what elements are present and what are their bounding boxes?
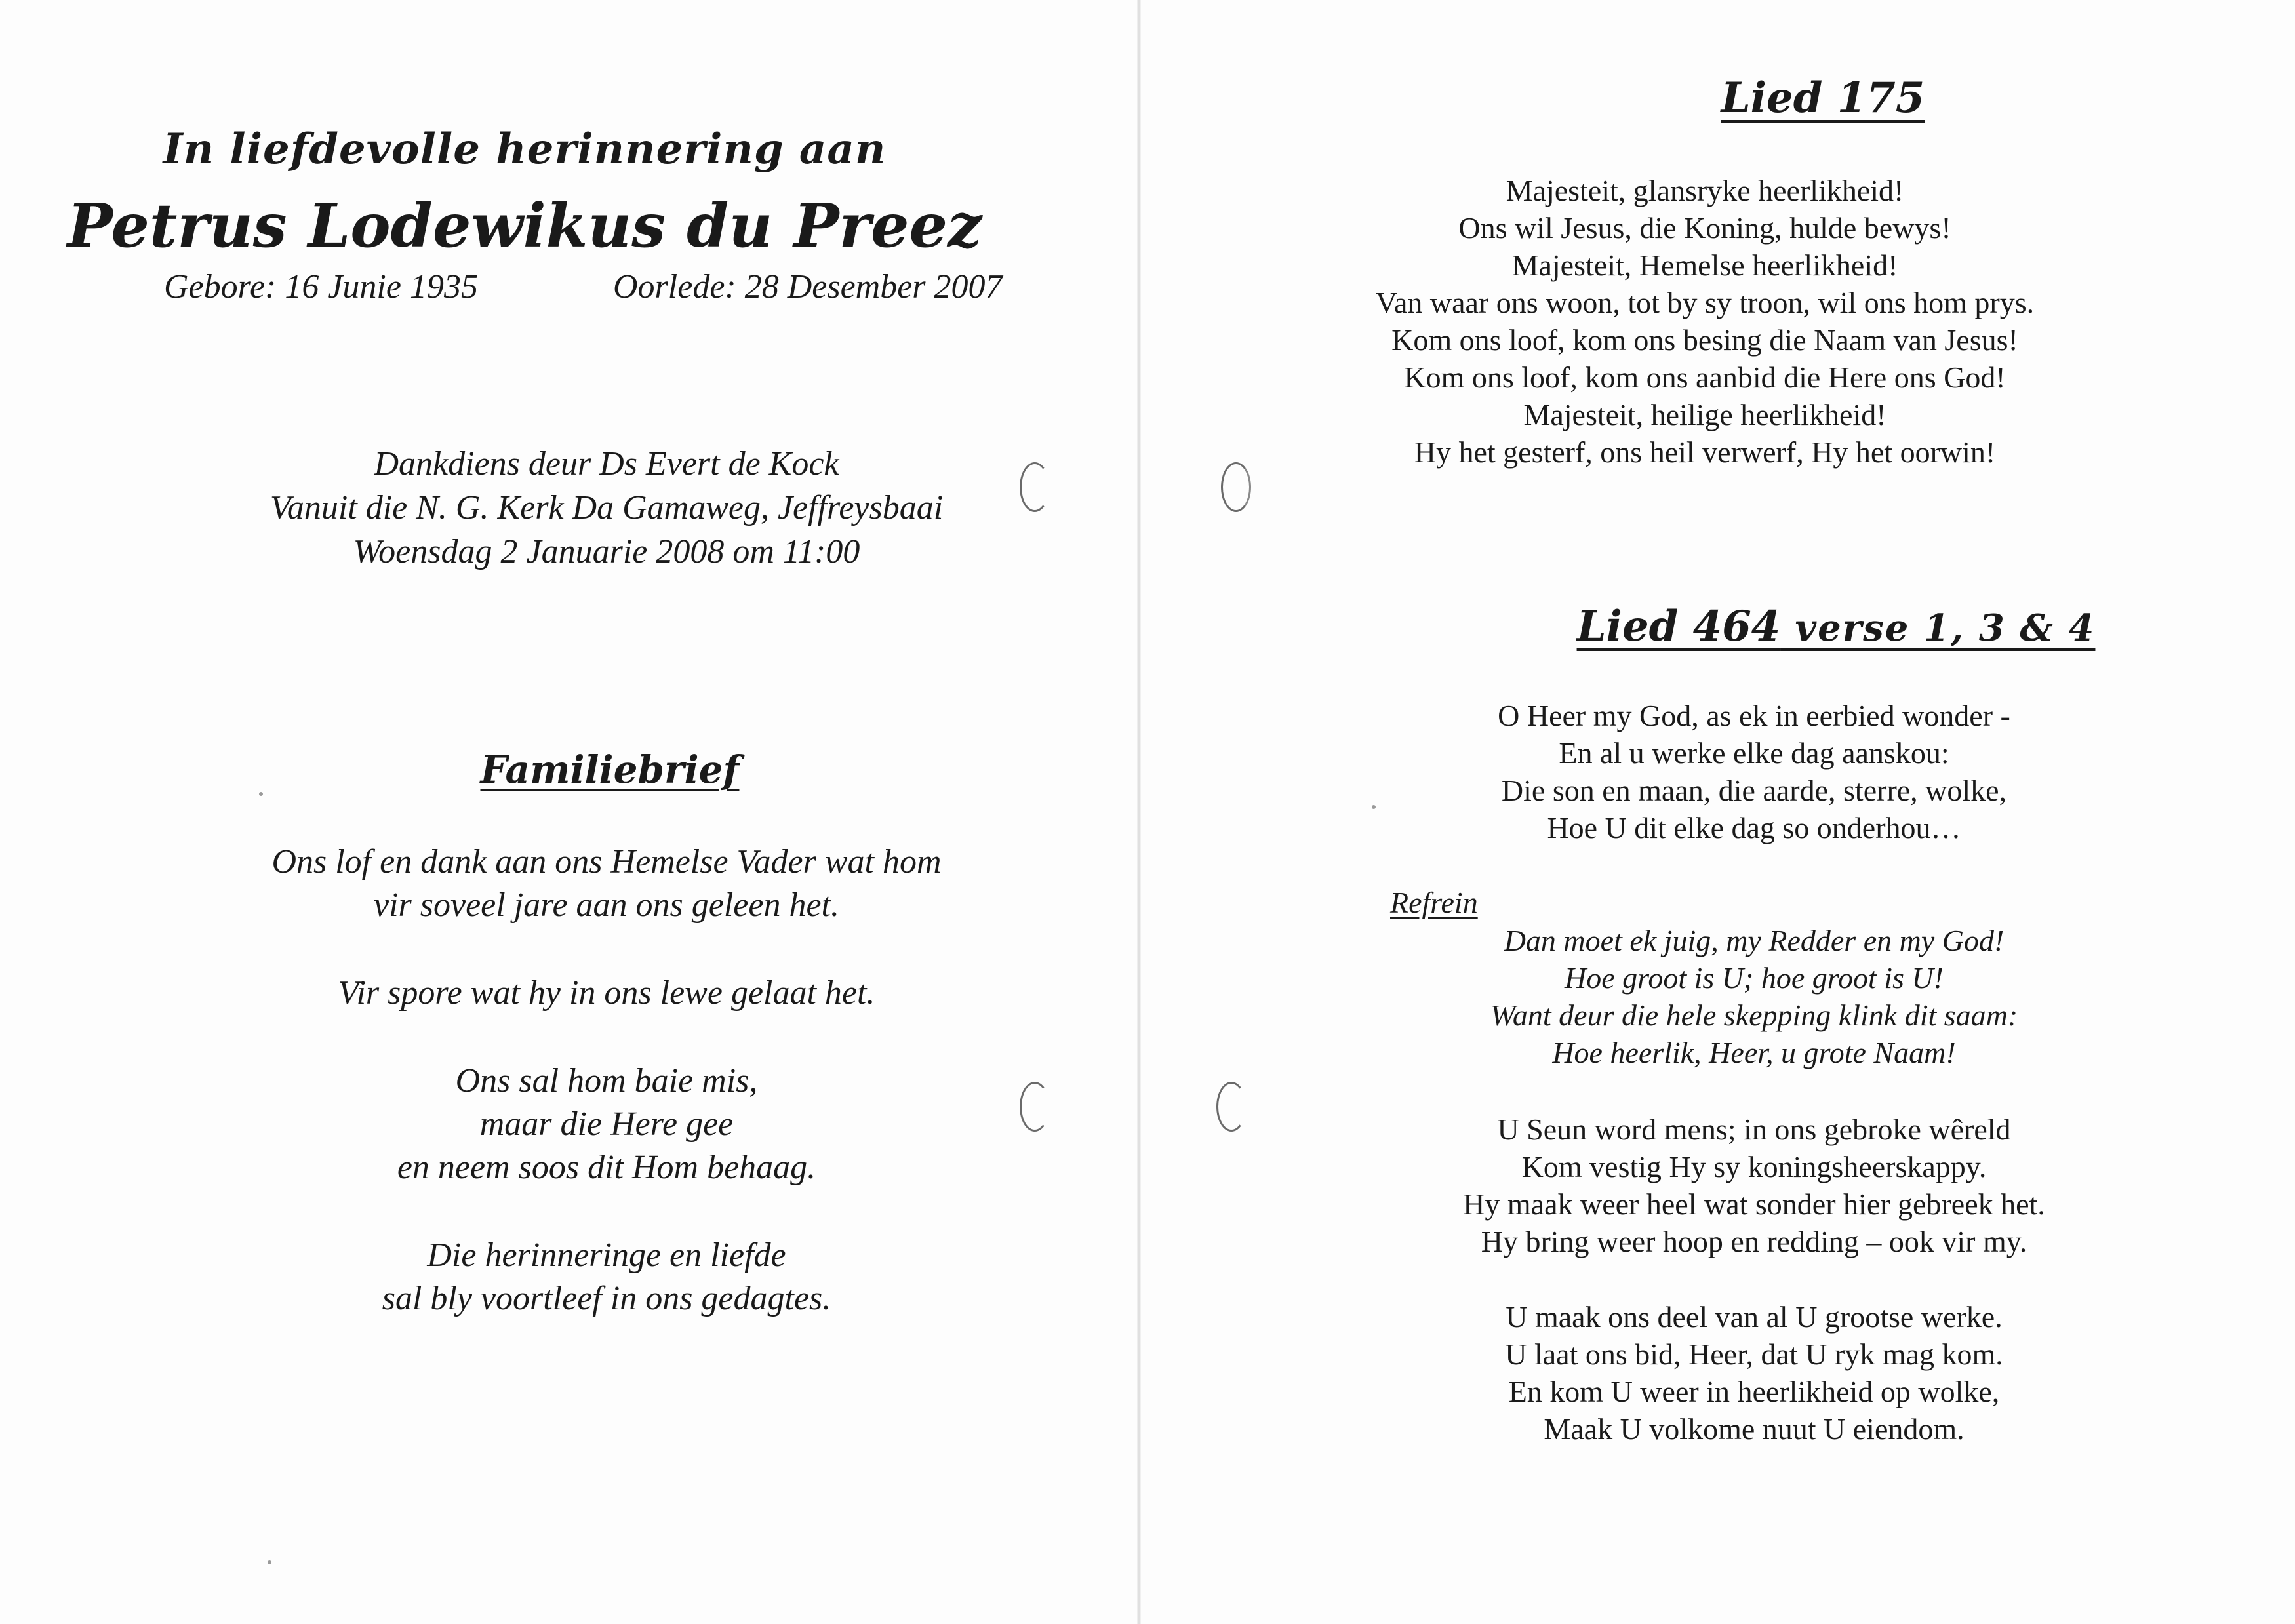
lyric-line: U maak ons deel van al U grootse werke. [1506,1300,2003,1334]
song-title-verses: verse 1, 3 & 4 [1795,606,2096,650]
letter-line: Die herinneringe en liefde [427,1237,786,1274]
lyric-line: Hoe heerlik, Heer, u grote Naam! [1552,1036,1956,1069]
dedication-line: In liefdevolle herinnering aan [163,125,887,174]
lyric-line: Hy bring weer hoop en redding – ook vir my. [1481,1225,2027,1258]
lyric-line: U Seun word mens; in ons gebroke wêreld [1497,1113,2011,1146]
letter-line: Vir spore wat hy in ons lewe gelaat het. [338,974,875,1012]
letter-line: Ons sal hom baie mis, [455,1062,758,1099]
lyric-line: O Heer my God, as ek in eerbied wonder - [1498,699,2010,732]
letter-heading [0,747,1220,792]
refrain-label: Refrein [1390,886,1478,919]
lyric-line: Hy het gesterf, ons heil verwerf, Hy het oorwin! [1414,435,1996,469]
page-fold [1137,0,1141,1624]
lyric-line: Want deur die hele skepping klink dit saam: [1490,999,2018,1032]
lyric-line: Kom ons loof, kom ons aanbid die Here ons God! [1404,361,2006,394]
refrain [1311,922,2197,1071]
service-line: Vanuit die N. G. Kerk Da Gamaweg, Jeffreysbaai [269,489,944,526]
lyric-line: Van waar ons woon, tot by sy troon, wil ons hom prys. [1375,286,2035,319]
lyric-line: Dan moet ek juig, my Redder en my God! [1504,924,2005,957]
lyric-line: En kom U weer in heerlikheid op wolke, [1508,1375,2000,1408]
lyric-line: Majesteit, Hemelse heerlikheid! [1511,248,1898,282]
lyric-line: Hoe groot is U; hoe groot is U! [1565,961,1944,995]
punch-hole-icon [1020,1082,1050,1132]
paper-speck [268,1560,271,1564]
lyric-line: Die son en maan, die aarde, sterre, wolke, [1501,774,2007,807]
letter-line: maar die Here gee [479,1105,734,1143]
letter-paragraph [0,972,1213,1015]
lyric-line: Majesteit, glansryke heerlikheid! [1506,174,1904,207]
deceased-name: Petrus Lodewikus du Preez [67,190,982,261]
stanza [1311,697,2197,846]
punch-hole-icon [1216,1082,1247,1132]
lyric-line: Maak U volkome nuut U eiendom. [1544,1412,1965,1446]
lyric-line: Hoe U dit elke dag so onderhou… [1547,811,1961,844]
lyric-line: U laat ons bid, Heer, dat U ryk mag kom. [1505,1337,2003,1371]
song-title [1377,602,2295,651]
punch-hole-icon [1221,462,1251,512]
lyric-line: Hy maak weer heel wat sonder hier gebreek het. [1463,1187,2045,1221]
lyric-line: Majesteit, heilige heerlikheid! [1523,398,1886,431]
service-line: Woensdag 2 Januarie 2008 om 11:00 [353,533,860,570]
song-title-text [1577,602,2096,651]
letter-paragraph [0,841,1213,927]
song-title [1508,73,2138,123]
song-title-main: Lied 464 [1576,602,1781,651]
lyric-line: Kom vestig Hy sy koningsheerskappy. [1521,1150,1987,1183]
letter-line: en neem soos dit Hom behaag. [397,1149,816,1186]
song-title-text: Lied 175 [1721,73,1925,123]
death-date: Oorlede: 28 Desember 2007 [613,268,1003,306]
lyric-line: Kom ons loof, kom ons besing die Naam van Jesus! [1391,323,2018,357]
letter-line: sal bly voortleef in ons gedagtes. [382,1280,831,1317]
letter-line: Ons lof en dank aan ons Hemelse Vader wat hom [271,843,942,881]
letter-heading-text: Familiebrief [480,747,740,792]
stanza [1311,1298,2197,1448]
birth-date: Gebore: 16 Junie 1935 [164,268,478,306]
stanza [1311,1111,2197,1260]
punch-hole-icon [1020,462,1050,512]
lyric-line: Ons wil Jesus, die Koning, hulde bewys! [1458,211,1951,245]
letter-line: vir soveel jare aan ons geleen het. [374,886,839,924]
letter-paragraph [0,1234,1213,1320]
lyric-line: En al u werke elke dag aanskou: [1559,736,1949,770]
paper-speck [259,792,263,796]
service-line: Dankdiens deur Ds Evert de Kock [374,445,839,483]
song-lyrics [1279,172,2131,471]
